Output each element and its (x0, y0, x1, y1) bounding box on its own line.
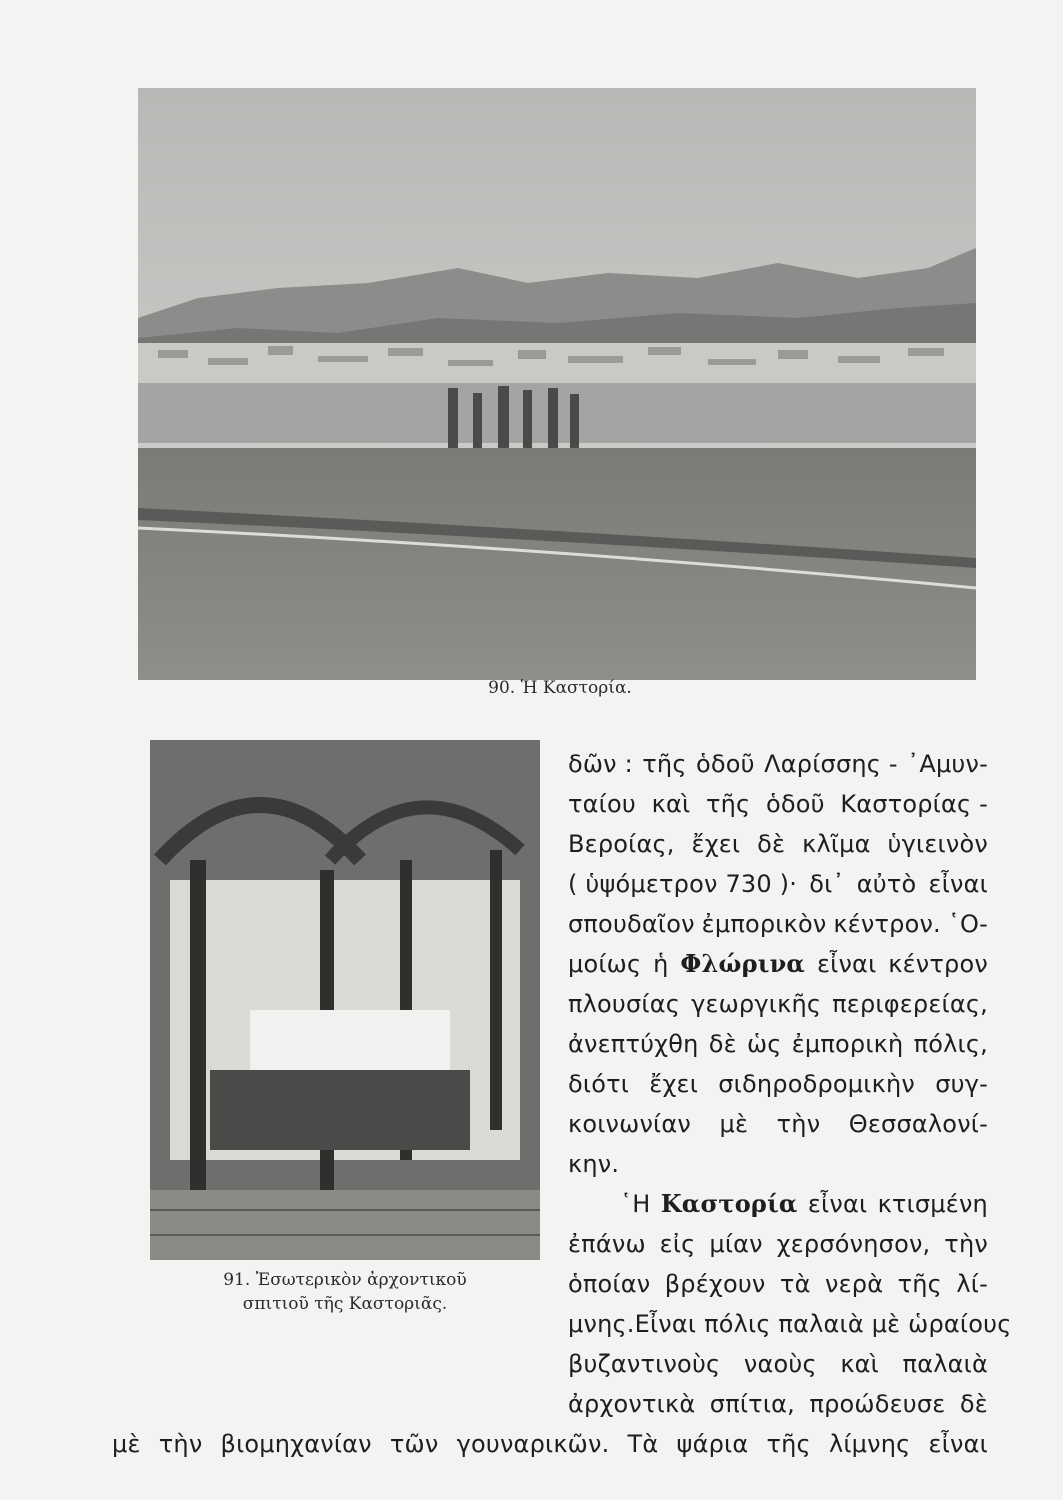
word: τὴν (158, 1430, 203, 1458)
word: νερὰ (824, 1270, 884, 1298)
word: κέντρον (888, 950, 988, 978)
figure-91-caption-line1: Ἐσωτερικὸν ἀρχοντικοῦ (255, 1270, 467, 1290)
word: εἶναι (928, 870, 988, 898)
word: διότι (568, 1070, 630, 1098)
word: κοινωνίαν (568, 1110, 692, 1138)
word: τὰ (779, 1270, 811, 1298)
word: ὑγιεινὸν (887, 830, 988, 858)
word: κλῖμα (802, 830, 871, 858)
word: δὲ (708, 1030, 737, 1058)
word: χερσόνησον, (776, 1230, 931, 1258)
word: ὁδοῦ (696, 750, 755, 778)
word: ψάρια (676, 1430, 749, 1458)
word: πλουσίας (568, 990, 681, 1018)
text-line-3 (568, 828, 988, 860)
text-line-15 (568, 1308, 1022, 1340)
word: αὐτὸ (856, 870, 917, 898)
word: ναοὺς (743, 1350, 817, 1378)
word: μὲ (719, 1110, 749, 1138)
word: Φλώρινα (680, 949, 806, 978)
text-line-16 (568, 1348, 988, 1380)
text-line-11 (568, 1148, 629, 1180)
figure-90-caption (430, 676, 690, 700)
word: τῆς (705, 790, 751, 818)
word: ῾Ο- (947, 910, 988, 938)
word: γουναρικῶν. (456, 1430, 610, 1458)
text-line-18 (112, 1428, 988, 1460)
word: Θεσσαλονί- (848, 1110, 988, 1138)
word: κτισμένη (877, 1190, 988, 1218)
word: Καστορίας - (840, 790, 988, 818)
text-line-5 (568, 908, 988, 940)
word: ἡ (653, 950, 669, 978)
text-line-2 (568, 788, 988, 820)
figure-90-number: 90. (488, 678, 516, 698)
word: καὶ (651, 790, 691, 818)
word: δι᾽ (809, 870, 845, 898)
word: βυζαντινοὺς (568, 1350, 721, 1378)
text-line-12 (620, 1188, 988, 1220)
word: ἐμπορικὴ (791, 1030, 904, 1058)
word: ἔχει (649, 1070, 699, 1098)
word: τῆς (642, 750, 687, 778)
word: ῾Η (620, 1190, 651, 1218)
word: λίμνης (828, 1430, 911, 1458)
word: ἐμπορικὸν (701, 910, 827, 938)
text-line-17 (568, 1388, 988, 1420)
word: ὡς (746, 1030, 782, 1058)
word: σπουδαῖον (568, 910, 695, 938)
word: σπίτια, (709, 1390, 795, 1418)
word: τῶν (389, 1430, 439, 1458)
text-line-13 (568, 1228, 988, 1260)
text-line-8 (568, 1028, 988, 1060)
word: ὁδοῦ (765, 790, 825, 818)
text-line-7 (568, 988, 988, 1020)
word: εἶναι (928, 1430, 988, 1458)
word: περιφερείας, (832, 990, 988, 1018)
word: πόλις, (913, 1030, 988, 1058)
word: τὴν (776, 1110, 821, 1138)
text-line-10 (568, 1108, 988, 1140)
word: καὶ (840, 1350, 879, 1378)
text-line-4 (568, 868, 988, 900)
word: τῆς (897, 1270, 942, 1298)
photo-mansion-interior (150, 740, 540, 1260)
word: μὲ (112, 1430, 141, 1458)
figure-90-title: Ἡ Καστορία. (520, 678, 632, 698)
word: παλαιὰ (902, 1350, 988, 1378)
word: Βεροίας, (568, 830, 675, 858)
word: σιδηροδρομικὴν (718, 1070, 915, 1098)
word: λί- (956, 1270, 988, 1298)
photo-kastoria-panorama (138, 88, 976, 680)
text-line-9 (568, 1068, 988, 1100)
word: δὲ (959, 1390, 988, 1418)
word: εἰς (659, 1230, 696, 1258)
word: ἀνεπτύχθη (568, 1030, 699, 1058)
word: εἶναι (816, 950, 877, 978)
figure-91-caption (150, 1268, 540, 1316)
word: κέντρον. (833, 910, 941, 938)
word: μίαν (709, 1230, 763, 1258)
word: ἐπάνω (568, 1230, 646, 1258)
word: συγ- (935, 1070, 988, 1098)
word: βρέχουν (664, 1270, 766, 1298)
text-line-6 (568, 948, 988, 980)
word: μνης.Εἶναι πόλις παλαιὰ μὲ ὡραίους (568, 1310, 1012, 1338)
word: Λαρίσσης - (764, 750, 898, 778)
word: βιομηχανίαν (220, 1430, 372, 1458)
word: κην. (568, 1150, 620, 1178)
word: Τὰ (627, 1430, 659, 1458)
figure-91-number: 91. (223, 1270, 251, 1290)
word: εἶναι (807, 1190, 868, 1218)
figure-91-caption-line2: σπιτιοῦ τῆς Καστοριᾶς. (242, 1294, 448, 1314)
word: ᾽Αμυν- (907, 750, 988, 778)
text-line-14 (568, 1268, 988, 1300)
word: δὲ (757, 830, 786, 858)
word: ταίου (568, 790, 636, 818)
word: τὴν (944, 1230, 988, 1258)
word: γεωργικῆς (691, 990, 822, 1018)
word: προώδευσε (809, 1390, 946, 1418)
word: ( ὑψόμετρον 730 )· (568, 870, 798, 898)
word: ἀρχοντικὰ (568, 1390, 696, 1418)
word: Καστορία (660, 1189, 798, 1218)
word: ἔχει (691, 830, 741, 858)
word: ὁποίαν (568, 1270, 651, 1298)
word: δῶν : (568, 750, 633, 778)
word: τῆς (766, 1430, 811, 1458)
text-line-1 (568, 748, 988, 780)
word: μοίως (568, 950, 642, 978)
